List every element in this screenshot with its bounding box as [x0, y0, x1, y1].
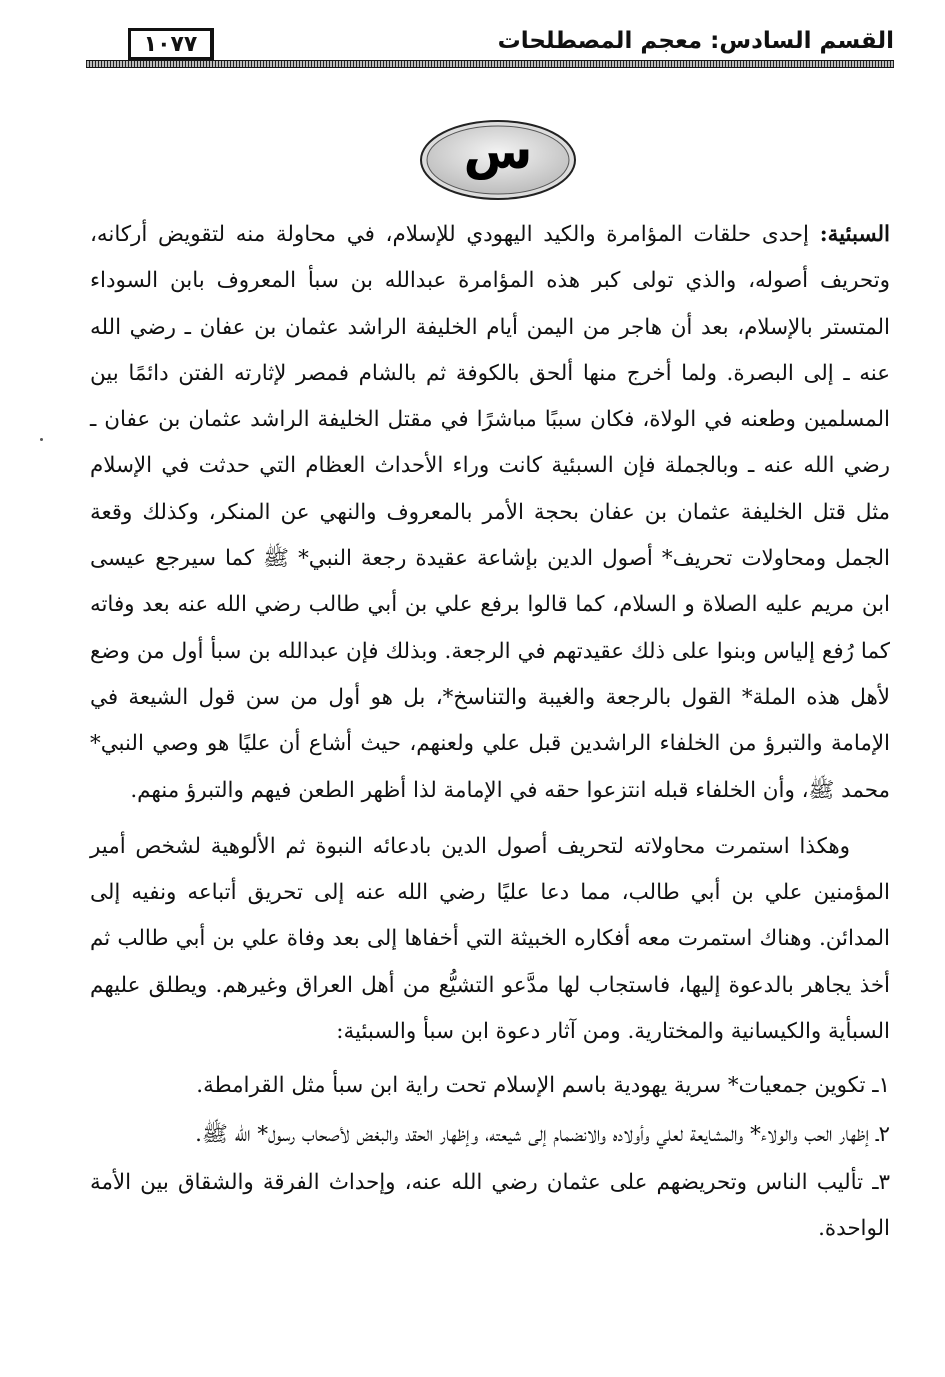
- dictionary-entry: [90, 212, 890, 1253]
- section-title: القسم السادس: معجم المصطلحات: [497, 28, 894, 54]
- entry-paragraph-2: وهكذا استمرت محاولاته لتحريف أصول الدين بادعائه النبوة ثم الألوهية لشخص أمير المؤمنين علي بن أبي طالب، مما دعا عليًا رضي الله عنه إلى تحريق أتباعه ونفيه إلى المدائن. وهناك استمرت معه أفكاره الخبيثة التي أخفاها إلى بعد وفاة علي بن أبي طالب ثم أخذ يجاهر بالدعوة إليها، فاستجاب لها مدَّعو التشيُّع من أهل العراق وغيرهم. ويطلق عليهم السبأية والكيسانية والمختارية. ومن آثار دعوة ابن سبأ والسبئية:: [90, 833, 890, 1045]
- section-letter-badge: [418, 118, 578, 202]
- effects-list: [90, 1063, 890, 1252]
- header-rule: [86, 60, 894, 68]
- page-number: ١٠٧٧: [128, 28, 214, 60]
- scan-speck: [40, 438, 43, 441]
- list-item: ١ـ تكوين جمعيات* سرية يهودية باسم الإسلام تحت راية ابن سبأ مثل القرامطة.: [196, 1073, 890, 1099]
- entry-term: السبئية:: [819, 222, 890, 247]
- entry-text-1: إحدى حلقات المؤامرة والكيد اليهودي للإسلام، في محاولة منه لتقويض أركانه، وتحريف أصوله، والذي تولى كبر هذه المؤامرة عبدالله بن سبأ المعروف بابن السوداء المتستر بالإسلام، بعد أن هاجر من اليمن أيام الخليفة الراشد عثمان بن عفان ـ رضي الله عنه ـ إلى البصرة. ولما أخرج منها ألحق بالكوفة ثم بالشام فمصر لإثارته الفتن دائمًا بين المسلمين وطعنه في الولاة، فكان سببًا مباشرًا في مقتل الخليفة الراشد عثمان بن عفان ـ رضي الله عنه ـ وبالجملة فإن السبئية كانت وراء الأحداث العظام التي حدثت في الإسلام مثل قتل الخليفة عثمان بن عفان بحجة الأمر بالمعروف والنهي عن المنكر، وكذلك وقعة الجمل ومحاولات تحريف* أصول الدين بإشاعة عقيدة رجعة النبي* ﷺ كما سيرجع عيسى ابن مريم عليه الصلاة و السلام، كما قالوا برفع علي بن أبي طالب رضي الله عنه بعد وفاته كما رُفع إلياس وبنوا على ذلك عقيدتهم في الرجعة. وبذلك فإن عبدالله بن سبأ أول من وضع لأهل هذه الملة* القول بالرجعة والغيبة والتناسخ*، بل هو أول من سن قول الشيعة في الإمامة والتبرؤ من الخلفاء الراشدين قبل علي ولعنهم، حيث أشاع أن عليًا هو وصي النبي* محمد ﷺ، وأن الخلفاء قبله انتزعوا حقه في الإمامة لذا أظهر الطعن فيهم والتبرؤ منهم.: [90, 222, 890, 803]
- section-letter: س: [463, 122, 533, 180]
- page-header: [86, 22, 894, 70]
- list-item: ٢ـ إظهار الحب والولاء* والمشايعة لعلي وأولاده والانضمام إلى شيعته، وإظهار الحقد والبغض لأصحاب رسول* الله ﷺ.: [195, 1121, 890, 1147]
- entry-paragraph-1: [90, 212, 890, 814]
- list-item: ٣ـ تأليب الناس وتحريضهم على عثمان رضي الله عنه، وإحداث الفرقة والشقاق بين الأمة الواحدة.: [90, 1169, 890, 1242]
